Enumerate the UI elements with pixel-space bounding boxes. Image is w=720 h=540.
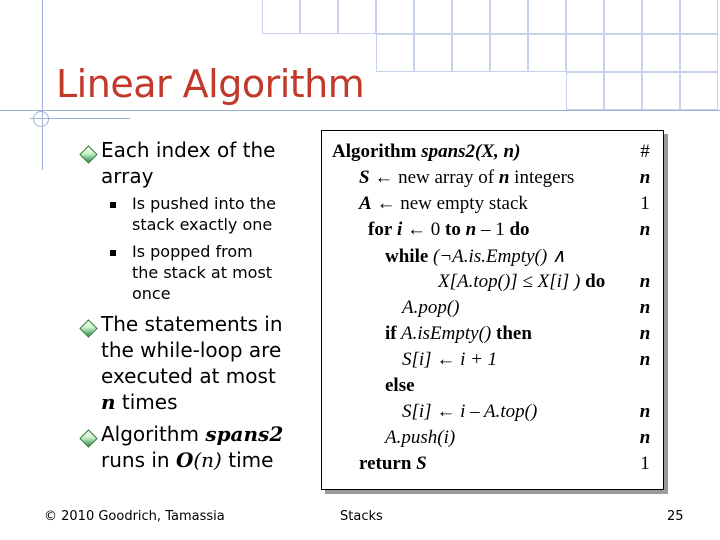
bullet-2-line-2: the while-loop are (101, 338, 282, 362)
kw-then: then (496, 323, 532, 344)
big-o: O (175, 448, 194, 472)
algorithm-box (321, 130, 664, 490)
var-a: A (359, 193, 372, 214)
count-value: n (639, 167, 651, 188)
times-text: times (115, 390, 178, 414)
sub-bullet-2-line-3: once (132, 284, 171, 303)
count-value: n (639, 271, 651, 292)
bullet-3-line-2 (101, 447, 273, 473)
kw-to: to (445, 219, 461, 240)
algo-line-5 (438, 271, 605, 293)
l10-assign: S[i] ← i – A.top() (402, 401, 538, 422)
algo-line-12 (359, 453, 427, 475)
footer-copyright: © 2010 Goodrich, Tamassia (44, 509, 225, 524)
l8-assign: S[i] ← i + 1 (402, 349, 498, 370)
count-9 (638, 427, 652, 449)
count-2: 1 (640, 193, 650, 214)
count-7 (638, 349, 652, 371)
count-value: n (639, 401, 651, 422)
l5-condition: X[A.top()] ≤ X[i] ) (438, 271, 581, 292)
diamond-bullet-icon (79, 319, 97, 337)
count-value: n (639, 219, 651, 240)
count-5 (638, 297, 652, 319)
count-3 (638, 219, 652, 241)
l3-mid: ← 0 (402, 219, 446, 240)
var-n: n (101, 390, 116, 414)
diamond-bullet-icon (79, 145, 97, 163)
count-4 (638, 271, 652, 293)
var-n: n (498, 167, 510, 188)
kw-algorithm: Algorithm (332, 141, 417, 162)
algo-line-3 (368, 219, 530, 241)
footer-topic: Stacks (340, 509, 383, 524)
algorithm-word: Algorithm (101, 422, 206, 446)
big-o-arg: (n) (193, 448, 222, 472)
l11-push: A.push(i) (385, 427, 456, 448)
count-1 (638, 167, 652, 189)
title-underline (0, 110, 720, 111)
algo-name: spans2 (421, 141, 476, 162)
kw-while: while (385, 246, 429, 267)
var-s: S (359, 167, 370, 188)
algo-line-2 (359, 193, 528, 215)
l1-end: integers (509, 167, 575, 188)
count-10: 1 (640, 453, 650, 474)
count-value: n (639, 323, 651, 344)
sub-bullet-1-line-2: stack exactly one (132, 215, 273, 234)
var-n: n (460, 219, 477, 240)
algo-line-1 (359, 167, 574, 189)
l2-text: ← new empty stack (371, 193, 528, 214)
square-bullet-icon (110, 250, 116, 256)
kw-for: for (368, 219, 393, 240)
bullet-1-line-2: array (101, 164, 154, 188)
algo-line-10 (402, 401, 537, 423)
sub-bullet-2-line-2: the stack at most (132, 263, 273, 282)
sub-bullet-1-line-1: Is pushed into the (132, 194, 276, 213)
page-number: 25 (667, 509, 684, 524)
algo-line-4 (385, 245, 566, 268)
algo-args: (X, n) (475, 141, 521, 162)
accent-circle (33, 111, 49, 127)
count-6 (638, 323, 652, 345)
bullet-3-line-1 (101, 421, 283, 447)
kw-do: do (580, 271, 606, 292)
l6-pop: A.pop() (402, 297, 460, 318)
count-value: n (639, 297, 651, 318)
algo-line-8 (402, 349, 497, 371)
l7-condition: A.isEmpty() (396, 323, 496, 344)
l1-text: ← new array of (369, 167, 499, 188)
kw-else: else (385, 375, 415, 396)
vertical-rule (42, 0, 43, 170)
l3-end: – 1 (476, 219, 510, 240)
l4-condition: (¬A.is.Empty() ∧ (428, 246, 566, 267)
algo-line-7 (385, 323, 532, 345)
kw-do: do (509, 219, 530, 240)
spans2-name: spans2 (205, 422, 284, 446)
var-i: i (392, 219, 403, 240)
algo-line-11 (385, 427, 455, 449)
slide-title: Linear Algorithm (56, 62, 365, 106)
bullet-1-line-1: Each index of the (101, 138, 276, 162)
algo-line-9 (385, 375, 415, 397)
kw-return: return (359, 453, 412, 474)
square-bullet-icon (110, 202, 116, 208)
bullet-2-line-4 (101, 389, 178, 415)
count-value: n (639, 427, 651, 448)
diamond-bullet-icon (79, 429, 97, 447)
var-s: S (411, 453, 427, 474)
count-value: n (639, 349, 651, 370)
kw-if: if (385, 323, 397, 344)
algo-header (332, 141, 520, 163)
time-text: time (221, 448, 274, 472)
count-header: # (640, 141, 650, 162)
runs-in-text: runs in (101, 448, 176, 472)
bullet-2-line-1: The statements in (101, 312, 283, 336)
sub-bullet-2-line-1: Is popped from (132, 242, 253, 261)
algo-line-6 (402, 297, 460, 319)
bullet-2-line-3: executed at most (101, 364, 276, 388)
count-8 (638, 401, 652, 423)
